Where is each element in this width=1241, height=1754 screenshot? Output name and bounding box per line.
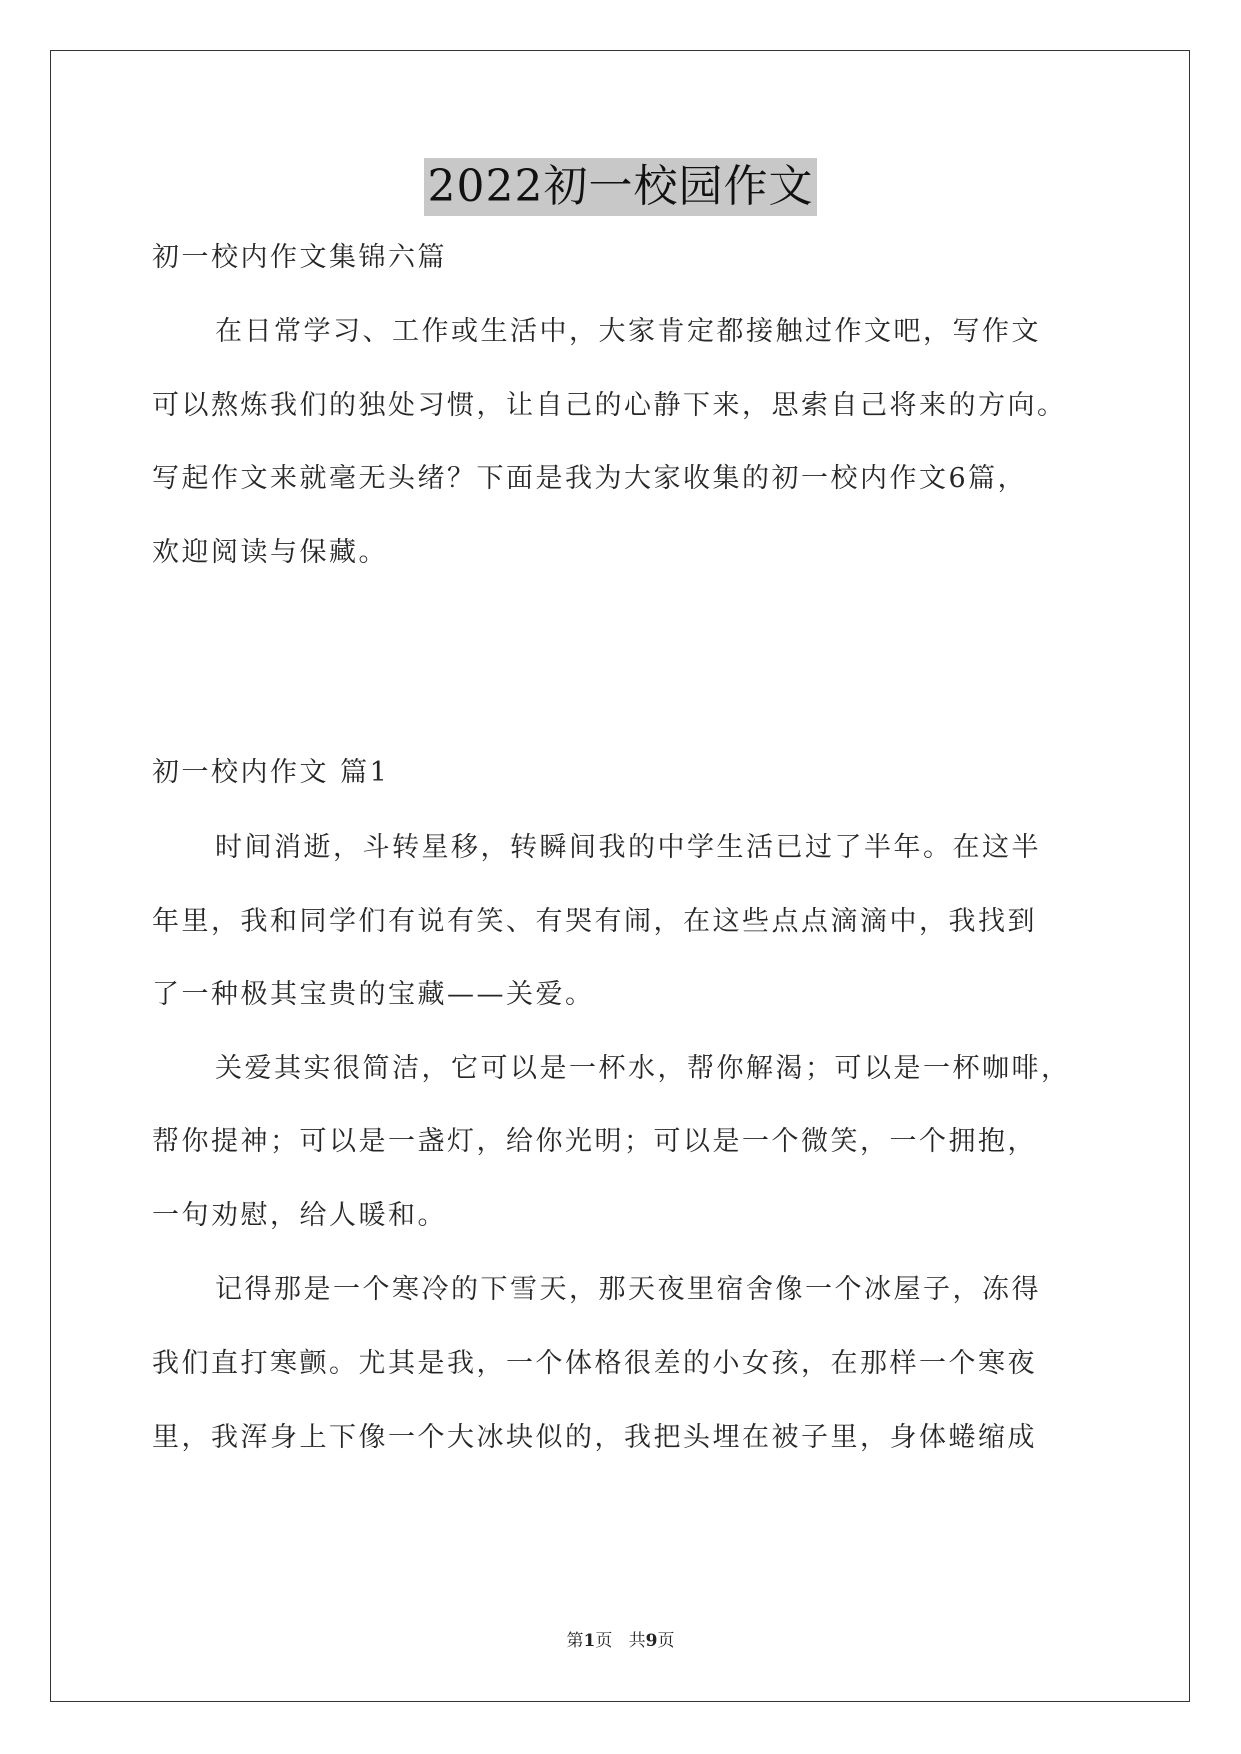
para2-line-1: 关爱其实很简洁，它可以是一杯水，帮你解渴；可以是一杯咖啡，	[215, 1053, 1071, 1084]
para1-line-2: 年里，我和同学们有说有笑、有哭有闹，在这些点点滴滴中，我找到	[152, 906, 1037, 937]
footer-total-prefix: 共	[628, 1631, 646, 1651]
intro-line-3: 写起作文来就毫无头绪？下面是我为大家收集的初一校内作文6篇，	[152, 463, 1028, 494]
intro-line-2: 可以熬炼我们的独处习惯，让自己的心静下来，思索自己将来的方向。	[152, 390, 1067, 421]
footer-page-suffix: 页	[595, 1631, 613, 1651]
intro-line-1: 在日常学习、工作或生活中，大家肯定都接触过作文吧，写作文	[215, 316, 1041, 347]
footer-page-number: 1	[583, 1631, 596, 1651]
title-container	[0, 158, 1241, 216]
document-subtitle: 初一校内作文集锦六篇	[152, 242, 447, 273]
para2-line-3: 一句劝慰，给人暖和。	[152, 1200, 447, 1231]
page-footer	[0, 1626, 1241, 1651]
footer-total-suffix: 页	[657, 1631, 675, 1651]
para1-line-3: 了一种极其宝贵的宝藏——关爱。	[152, 979, 595, 1010]
para3-line-2: 我们直打寒颤。尤其是我，一个体格很差的小女孩，在那样一个寒夜	[152, 1348, 1037, 1379]
footer-total-pages: 9	[645, 1631, 658, 1651]
section-heading: 初一校内作文 篇1	[152, 757, 390, 788]
para3-line-1: 记得那是一个寒冷的下雪天，那天夜里宿舍像一个冰屋子，冻得	[215, 1274, 1041, 1305]
para2-line-2: 帮你提神；可以是一盏灯，给你光明；可以是一个微笑，一个拥抱，	[152, 1126, 1037, 1157]
para1-line-1: 时间消逝，斗转星移，转瞬间我的中学生活已过了半年。在这半	[215, 832, 1041, 863]
document-title: 2022初一校园作文	[424, 158, 818, 216]
footer-page-prefix: 第	[566, 1631, 584, 1651]
para3-line-3: 里，我浑身上下像一个大冰块似的，我把头埋在被子里，身体蜷缩成	[152, 1422, 1037, 1453]
intro-line-4: 欢迎阅读与保藏。	[152, 537, 388, 568]
